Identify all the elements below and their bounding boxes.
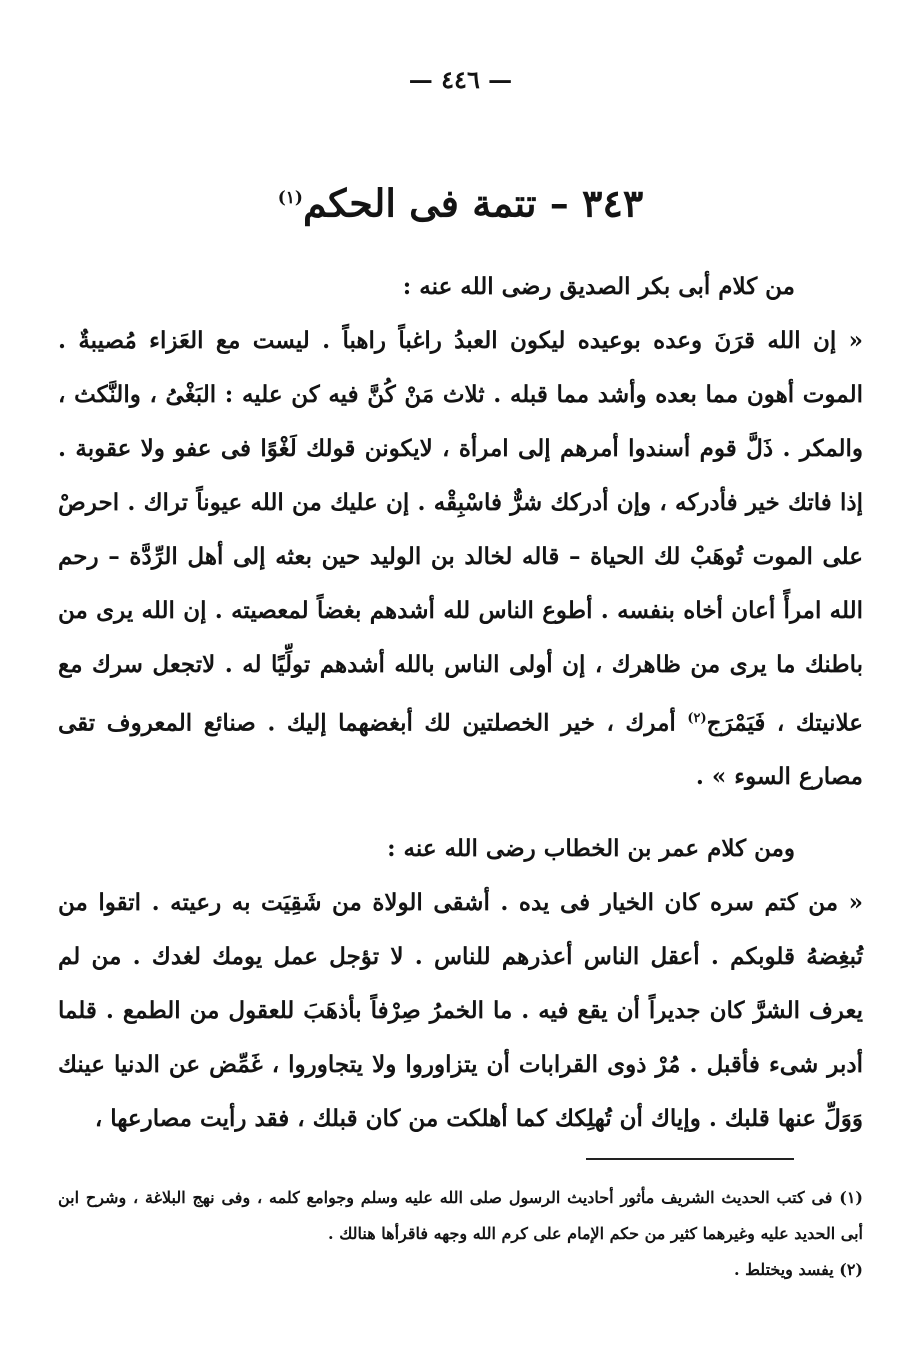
abu-bakr-intro: من كلام أبى بكر الصديق رضى الله عنه : [402,272,795,300]
abu-bakr-quote-text: « إن الله قرَنَ وعده بوعيده ليكون العبدُ راغباً راهباً . ليست مع العَزاء مُصيبةٌ . الموت أهون مما بعده وأشد مما قبله . ثلاث مَنْ كُنَّ فيه كن عليه : البَغْىُ ، والنَّكث ، والمكر . ذَلَّ قوم أسندوا أمرهم إلى امرأة ، لايكونن قولك لَغْوًا فى عفو ولا عقوبة . إذا فاتك خير فأدركه ، وإن أدركك شرٌّ فاسْبِقْه . إن عليك من الله عيوناً تراك . احرصْ على الموت تُوهَبْ لك الحياة – قاله لخالد بن الوليد حين بعثه إلى أهل الرِّدَّة – رحم الله امرأً أعان أخاه بنفسه . أطوع الناس لله أشدهم بغضاً لمعصيته . إن الله يرى من باطنك ما يرى من ظاهرك ، إن أولى الناس بالله أشدهم تولِّيًا له . لاتجعل سرك مع علانيتك ، فَيَمْرَج [58,326,863,737]
book-page [58,60,863,1164]
abu-bakr-quote-ending: أمرك ، خير الخصلتين لك أبغضهما إليك . صنائع المعروف تقى مصارع السوء » . [58,709,863,791]
chapter-title [58,168,863,234]
footnote-separator [586,1158,794,1160]
umar-quote: « من كتم سره كان الخيار فى يده . أشقى الولاة من شَقِيَت به رعيته . اتقوا من تُبغِضهُ قلوبكم . أعقل الناس أعذرهم للناس . لا تؤجل عمل يومك لغدك . من لم يعرف الشرَّ كان جديراً أن يقع فيه . ما الخمرُ صِرْفاً بأذهَبَ للعقول من الطمع . قلما أدبر شىء فأقبل . مُرْ ذوى القرابات أن يتزاوروا ولا يتجاوروا ، غَمِّض عن الدنيا عينك وَوَلِّ عنها قلبك . وإياك أن تُهلِكك كما أهلكت من كان قبلك ، فقد رأيت مصارعها ، [58,889,863,1133]
chapter-footnote-marker: (١) [277,188,303,208]
abu-bakr-quote [58,314,863,805]
quote-footnote-marker: (٢) [687,710,707,726]
page-number: — ٤٤٦ — [408,65,513,94]
footnote-1: (١) فى كتب الحديث الشريف مأثور أحاديث الرسول صلى الله عليه وسلم وجوامع كلمه ، وفى نهج البلاغة ، وشرح ابن أبى الحديد عليه وغيرهما كثير من حكم الإمام على كرم الله وجهه فاقرأها هنالك . [58,1188,863,1243]
footnotes [58,1180,863,1288]
chapter-title-text: ٣٤٣ – تتمة فى الحكم [302,180,644,226]
footnote-2: (٢) يفسد ويختلط . [733,1260,863,1279]
umar-intro: ومن كلام عمر بن الخطاب رضى الله عنه : [387,835,795,863]
